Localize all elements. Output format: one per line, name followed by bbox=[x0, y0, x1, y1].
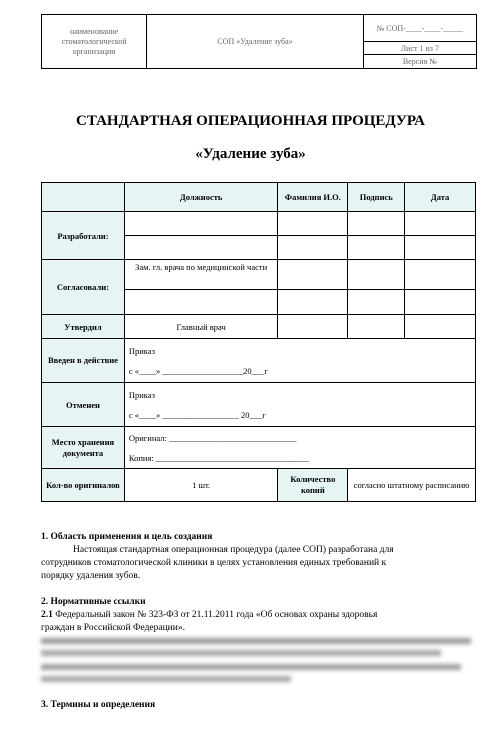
header-table bbox=[41, 14, 477, 69]
developed-label: Разработали: bbox=[42, 212, 125, 260]
document-title: СТАНДАРТНАЯ ОПЕРАЦИОННАЯ ПРОЦЕДУРА bbox=[75, 113, 425, 129]
storage-cell bbox=[124, 427, 475, 469]
agreed-date-2 bbox=[405, 290, 476, 315]
developed-name-2 bbox=[278, 236, 348, 260]
org-name-cell bbox=[42, 15, 147, 69]
agreed-position-1: Зам. гл. врача по медицинской части bbox=[124, 260, 278, 290]
cancelled-order-label: Приказ bbox=[128, 389, 155, 400]
section-2 bbox=[41, 596, 477, 635]
section-3-title: 3. Термины и определения bbox=[41, 700, 156, 710]
developed-signature-2 bbox=[348, 236, 405, 260]
blurred-lines-graphic bbox=[41, 636, 477, 686]
header-empty-cell bbox=[42, 183, 125, 212]
section-2-item-1-line-1: Федеральный закон № 323-ФЗ от 21.11.2011 года «Об основах охраны здоровья bbox=[55, 610, 378, 620]
approved-label: Утвердил bbox=[42, 315, 125, 339]
col-position: Должность bbox=[124, 183, 278, 212]
col-name: Фамилия И.О. bbox=[278, 183, 348, 212]
sop-number: № СОП-____-____-_____ bbox=[363, 15, 476, 42]
introduced-label: Введен в действие bbox=[42, 339, 125, 383]
sop-title: СОП «Удаление зуба» bbox=[217, 37, 293, 46]
approved-date bbox=[405, 315, 476, 339]
agreed-date-1 bbox=[405, 260, 476, 290]
col-signature: Подпись bbox=[348, 183, 405, 212]
developed-name-1 bbox=[278, 212, 348, 236]
approval-table bbox=[41, 182, 476, 502]
document-subtitle: «Удаление зуба» bbox=[195, 146, 306, 162]
org-name: наименование стоматологической организации bbox=[61, 26, 127, 56]
developed-date-1 bbox=[405, 212, 476, 236]
agreed-name-2 bbox=[278, 290, 348, 315]
section-1-title: 1. Область применения и цель создания bbox=[41, 532, 213, 542]
copies-label: Количество копий bbox=[278, 469, 348, 502]
agreed-signature-2 bbox=[348, 290, 405, 315]
section-2-item-1 bbox=[41, 609, 477, 622]
section-1-line-1: Настоящая стандартная операционная процедура (далее СОП) разработана для bbox=[73, 545, 394, 555]
section-2-item-1-line-2: граждан в Российской Федерации». bbox=[41, 623, 185, 633]
section-2-item-1-num: 2.1 bbox=[41, 610, 53, 620]
orig-count-value: 1 шт. bbox=[124, 469, 278, 502]
version-number: Версия № bbox=[363, 55, 476, 69]
agreed-name-1 bbox=[278, 260, 348, 290]
cancelled-label: Отменен bbox=[42, 383, 125, 427]
col-date: Дата bbox=[405, 183, 476, 212]
agreed-label: Согласовали: bbox=[42, 260, 125, 315]
developed-date-2 bbox=[405, 236, 476, 260]
cancelled-order-cell bbox=[124, 383, 475, 427]
orig-count-label: Кол-во оригиналов bbox=[42, 469, 125, 502]
section-2-title: 2. Нормативные ссылки bbox=[41, 597, 146, 607]
sheet-number: Лист 1 из 7 bbox=[363, 42, 476, 55]
storage-label: Место хранения документа bbox=[42, 427, 125, 469]
sop-title-cell bbox=[147, 15, 363, 69]
section-3 bbox=[41, 699, 477, 712]
agreed-signature-1 bbox=[348, 260, 405, 290]
approved-name bbox=[278, 315, 348, 339]
developed-position-2 bbox=[124, 236, 278, 260]
section-1-line-3: порядку удаления зубов. bbox=[41, 571, 141, 581]
copies-value: согласно штатному расписанию bbox=[348, 469, 476, 502]
introduced-order-cell bbox=[124, 339, 475, 383]
introduced-order-line: с «____» ___________________20___г bbox=[128, 365, 268, 376]
storage-original: Оригинал: ______________________________ bbox=[128, 432, 297, 443]
approved-position: Главный врач bbox=[124, 315, 278, 339]
developed-signature-1 bbox=[348, 212, 405, 236]
approved-signature bbox=[348, 315, 405, 339]
agreed-position-2 bbox=[124, 290, 278, 315]
introduced-order-label: Приказ bbox=[128, 345, 155, 356]
blurred-text-block bbox=[41, 636, 477, 690]
developed-position-1 bbox=[124, 212, 278, 236]
storage-copy: Копия: ____________________________________ bbox=[128, 452, 309, 463]
cancelled-order-line: с «____» __________________ 20___г bbox=[128, 409, 266, 420]
section-1-line-2: сотрудников стоматологической клиники в целях установления единых требований к bbox=[41, 558, 387, 568]
section-1 bbox=[41, 531, 477, 583]
